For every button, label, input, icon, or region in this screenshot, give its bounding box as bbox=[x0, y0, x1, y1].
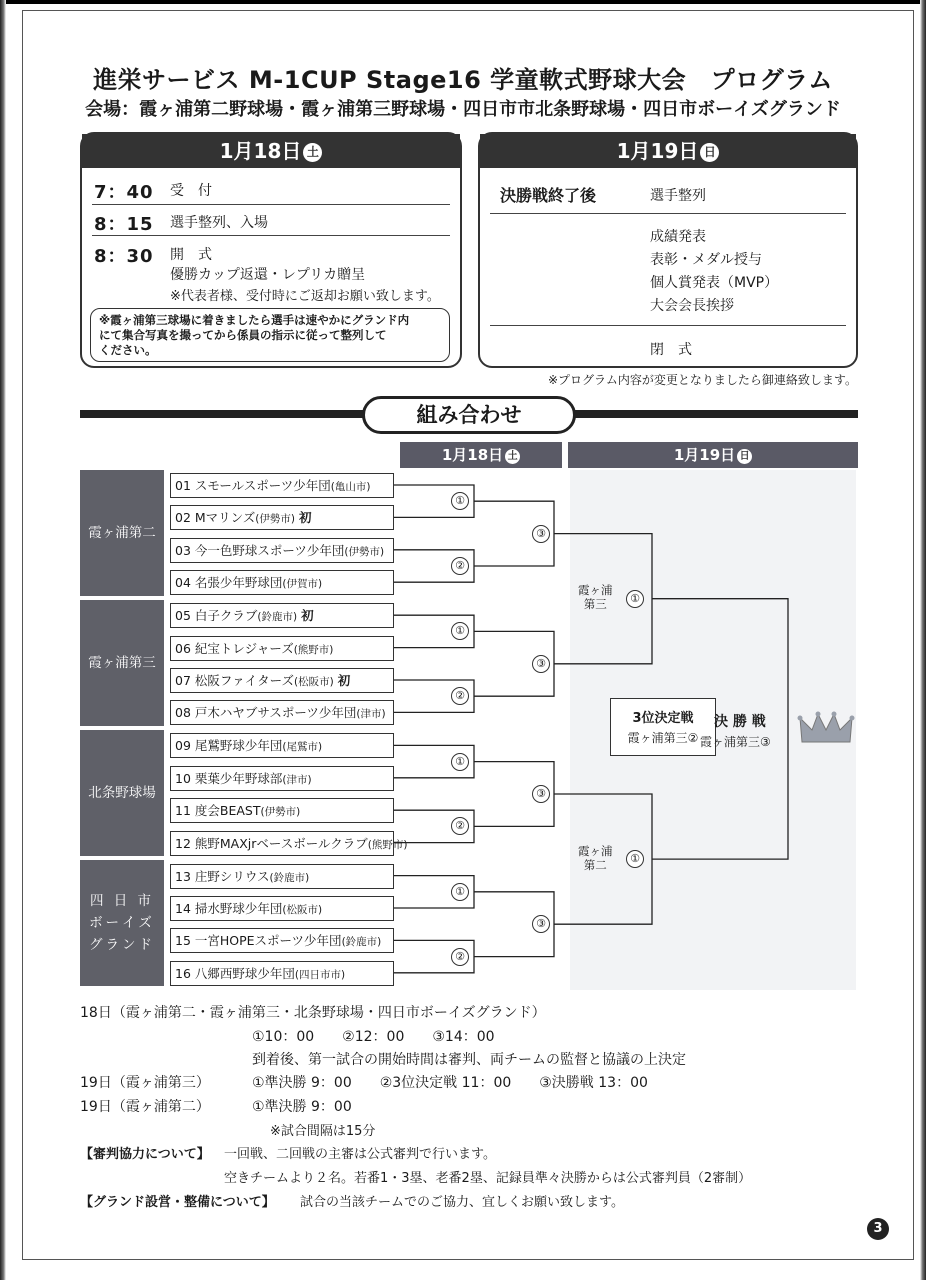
note-line-1: ※霞ヶ浦第三球場に着きましたら選手は速やかにグランド内 bbox=[99, 313, 410, 327]
match-number: ③ bbox=[532, 525, 550, 543]
ground-text: 試合の当該チームでのご協力、宜しくお願い致します。 bbox=[300, 1195, 624, 1210]
final-venue: 霞ヶ浦第三③ bbox=[700, 735, 771, 749]
team-city: (津市) bbox=[356, 708, 386, 721]
lineup-text: 選手整列 bbox=[650, 188, 706, 204]
time-row-2: 8：15 bbox=[94, 214, 154, 235]
team-name: 13 庄野シリウス bbox=[175, 868, 270, 884]
semi2-venue: 霞ヶ浦 第二 bbox=[578, 844, 613, 872]
schedule-line-5-times: ①準決勝 9：00 bbox=[252, 1099, 352, 1115]
bracket-weekday2: 日 bbox=[737, 449, 752, 464]
match-number: ② bbox=[451, 948, 469, 966]
after-final-label: 決勝戦終了後 bbox=[500, 186, 597, 205]
team-name: 08 戸木ハヤブサスポーツ少年団 bbox=[175, 705, 357, 721]
schedule-line-5-label: 19日（霞ヶ浦第二） bbox=[80, 1099, 210, 1115]
day2-weekday: 日 bbox=[700, 143, 719, 162]
umpire-text-1: 一回戦、二回戦の主審は公式審判で行います。 bbox=[224, 1147, 496, 1162]
match-number: ② bbox=[451, 687, 469, 705]
schedule-line-4-label: 19日（霞ヶ浦第三） bbox=[80, 1075, 210, 1091]
team-name: 11 度会BEAST bbox=[175, 803, 261, 819]
award-text: 表彰・メダル授与 bbox=[650, 252, 762, 268]
mvp-text: 個人賞発表（MVP） bbox=[650, 275, 779, 291]
team-city: (尾鷲市) bbox=[282, 741, 323, 754]
schedule-line-2: ①10：00 ②12：00 ③14：00 bbox=[252, 1029, 495, 1045]
day1-weekday: 土 bbox=[303, 143, 322, 162]
match-number: ③ bbox=[532, 785, 550, 803]
match-number: ① bbox=[451, 883, 469, 901]
team-name: 15 一宮HOPEスポーツ少年団 bbox=[175, 933, 342, 949]
note-line-3: ください。 bbox=[99, 343, 157, 357]
team-city: (四日市市) bbox=[294, 968, 346, 981]
bracket-date2-label: 1月19日 bbox=[673, 446, 736, 464]
page-title: 進栄サービス M-1CUP Stage16 学童軟式野球大会 プログラム bbox=[93, 66, 833, 94]
first-entry-mark: 初 bbox=[301, 608, 314, 624]
note-line-2: にて集合写真を撮ってから係員の指示に従って整列して bbox=[99, 328, 387, 342]
team-name: 02 Mマリンズ bbox=[175, 510, 256, 526]
team-name: 12 熊野MAXjrベースボールクラブ bbox=[175, 835, 368, 851]
schedule-line-6: ※試合間隔は15分 bbox=[270, 1124, 376, 1139]
team-name: 01 スモールスポーツ少年団 bbox=[175, 478, 331, 493]
match-number: ① bbox=[451, 622, 469, 640]
team-city: (松阪市) bbox=[294, 676, 334, 688]
schedule-line-4-times: ①準決勝 9：00 ②3位決定戦 11：00 ③決勝戦 13：00 bbox=[252, 1075, 648, 1091]
close-text: 閉 式 bbox=[650, 342, 692, 358]
team-city: (伊勢市) bbox=[344, 545, 385, 558]
team-name: 09 尾鷲野球少年団 bbox=[175, 738, 283, 754]
venue-block: 霞ヶ浦第二 bbox=[80, 470, 164, 596]
match-number: ① bbox=[451, 753, 469, 771]
team-name: 06 紀宝トレジャーズ bbox=[175, 640, 294, 656]
day1-sub2: ※代表者様、受付時にご返却お願い致します。 bbox=[170, 289, 440, 304]
match-number: ② bbox=[451, 817, 469, 835]
first-entry-mark: 初 bbox=[337, 673, 351, 688]
time-row-1: 7：40 bbox=[94, 182, 154, 203]
semi1-number: ① bbox=[626, 590, 644, 608]
team-city: (鈴鹿市) bbox=[341, 936, 382, 949]
team-name: 10 栗葉少年野球部 bbox=[175, 770, 283, 786]
final-title: 決 勝 戦 bbox=[714, 714, 766, 730]
speech-text: 大会会長挨拶 bbox=[650, 298, 734, 314]
match-number: ① bbox=[451, 492, 469, 510]
third-place-title: 3位決定戦 bbox=[632, 711, 694, 726]
team-city: (伊勢市) bbox=[255, 513, 295, 526]
team-city: (鈴鹿市) bbox=[269, 871, 310, 884]
bracket-weekday1: 土 bbox=[505, 449, 520, 464]
third-place-venue: 霞ヶ浦第三② bbox=[627, 731, 699, 745]
umpire-heading: 【審判協力について】 bbox=[80, 1147, 210, 1162]
day1-sub1: 優勝カップ返還・レプリカ贈呈 bbox=[170, 267, 366, 283]
crown-icon bbox=[798, 712, 855, 743]
match-number: ③ bbox=[532, 915, 550, 933]
team-city: (伊勢市) bbox=[260, 806, 301, 819]
day1-date: 1月18日 bbox=[219, 139, 302, 163]
match-number: ③ bbox=[532, 655, 550, 673]
team-city: (津市) bbox=[282, 773, 312, 786]
team-city: (鈴鹿市) bbox=[257, 611, 298, 624]
first-entry-mark: 初 bbox=[299, 510, 312, 526]
team-name: 04 名張少年野球団 bbox=[175, 575, 283, 591]
semi2-number: ① bbox=[626, 850, 644, 868]
team-name: 03 今一色野球スポーツ少年団 bbox=[175, 542, 345, 558]
change-note: ※プログラム内容が変更となりましたら御連絡致します。 bbox=[548, 373, 857, 387]
semi1-venue: 霞ヶ浦 第三 bbox=[578, 583, 613, 611]
bracket-date1-label: 1月18日 bbox=[441, 446, 504, 464]
ground-heading: 【グランド設営・整備について】 bbox=[80, 1195, 275, 1210]
time-row-1-text: 受 付 bbox=[170, 183, 212, 199]
time-row-3-text: 開 式 bbox=[170, 247, 212, 263]
umpire-text-2: 空きチームより２名。若番1・3塁、老番2塁、記録員準々決勝からは公式審判員（2審制） bbox=[224, 1171, 752, 1186]
venue-block: 霞ヶ浦第三 bbox=[80, 600, 164, 726]
venue-block: 北条野球場 bbox=[80, 730, 164, 856]
schedule-line-3: 到着後、第一試合の開始時間は審判、両チームの監督と協議の上決定 bbox=[252, 1052, 686, 1068]
schedule-line-1: 18日（霞ヶ浦第二・霞ヶ浦第三・北条野球場・四日市ボーイズグランド） bbox=[80, 1005, 546, 1021]
team-city: (熊野市) bbox=[293, 643, 334, 656]
team-city: (伊賀市) bbox=[282, 578, 323, 591]
venue-block-label: 四 日 市 ボーイズ グランド bbox=[89, 893, 155, 953]
team-name: 07 松阪ファイターズ bbox=[175, 673, 295, 688]
results-text: 成績発表 bbox=[650, 229, 706, 245]
team-city: (松阪市) bbox=[282, 904, 323, 916]
team-name: 14 掃水野球少年団 bbox=[175, 901, 283, 916]
team-city: (熊野市) bbox=[367, 838, 408, 851]
team-name: 05 白子クラブ bbox=[175, 608, 258, 624]
page-number: 3 bbox=[867, 1218, 889, 1240]
team-city: (亀山市) bbox=[330, 481, 371, 493]
time-row-3: 8：30 bbox=[94, 246, 154, 267]
venues-line: 会場：霞ヶ浦第二野球場・霞ヶ浦第三野球場・四日市市北条野球場・四日市ボーイズグランド bbox=[85, 99, 841, 120]
team-name: 16 八郷西野球少年団 bbox=[175, 965, 295, 981]
bracket-heading: 組み合わせ bbox=[362, 396, 576, 434]
time-row-2-text: 選手整列、入場 bbox=[170, 215, 268, 231]
day2-date: 1月19日 bbox=[616, 139, 699, 163]
match-number: ② bbox=[451, 557, 469, 575]
